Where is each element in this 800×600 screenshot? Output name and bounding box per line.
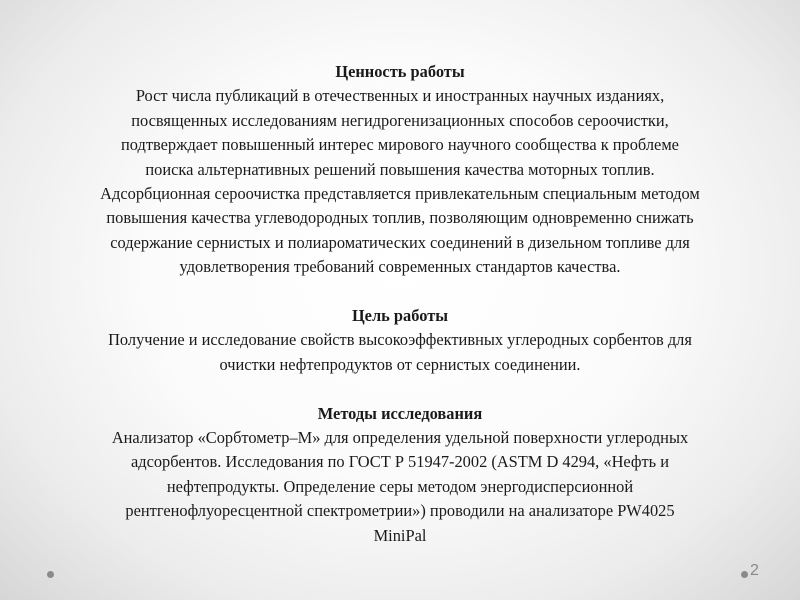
text-line: содержание сернистых и полиароматических соединений в дизельном топливе для bbox=[110, 232, 690, 252]
page-number: 2 bbox=[750, 562, 759, 579]
section-methods bbox=[28, 402, 772, 548]
section-heading-methods: Методы исследования bbox=[317, 403, 483, 423]
text-line: повышения качества углеводородных топлив, позволяющим одновременно снижать bbox=[106, 208, 694, 228]
footer-dot-left-icon bbox=[47, 571, 54, 578]
text-line: поиска альтернативных решений повышения качества моторных топлив. bbox=[145, 159, 655, 179]
section-heading-goal: Цель работы bbox=[351, 306, 449, 326]
text-line: удовлетворения требований современных стандартов качества. bbox=[179, 257, 621, 277]
text-line: рентгенофлуоресцентной спектрометрии») проводили на анализаторе PW4025 bbox=[125, 501, 675, 521]
text-line: очистки нефтепродуктов от сернистых соединении. bbox=[219, 354, 581, 374]
section-spacer bbox=[28, 280, 772, 304]
section-spacer bbox=[28, 377, 772, 401]
text-line: MiniPal bbox=[373, 525, 427, 545]
section-goal bbox=[28, 304, 772, 377]
text-line: адсорбентов. Исследования по ГОСТ Р 51947-2002 (ASTM D 4294, «Нефть и bbox=[130, 452, 670, 472]
text-line: подтверждает повышенный интерес мирового научного сообщества к проблеме bbox=[121, 135, 679, 155]
text-line: Анализатор «Сорбтометр–М» для определения удельной поверхности углеродных bbox=[111, 428, 689, 448]
section-heading-value: Ценность работы bbox=[335, 62, 465, 81]
text-line: Рост числа публикаций в отечественных и иностранных научных изданиях, bbox=[135, 86, 665, 106]
text-line: Адсорбционная сероочистка представляется привлекательным специальным методом bbox=[100, 184, 700, 204]
section-value bbox=[28, 60, 772, 280]
text-line: Получение и исследование свойств высокоэффективных углеродных сорбентов для bbox=[108, 330, 692, 350]
text-line: посвященных исследованиям негидрогенизационных способов сероочистки, bbox=[131, 110, 669, 130]
footer-dot-right-icon bbox=[741, 571, 748, 578]
slide-content bbox=[28, 60, 772, 548]
text-line: нефтепродукты. Определение серы методом энергодисперсионной bbox=[166, 476, 634, 496]
